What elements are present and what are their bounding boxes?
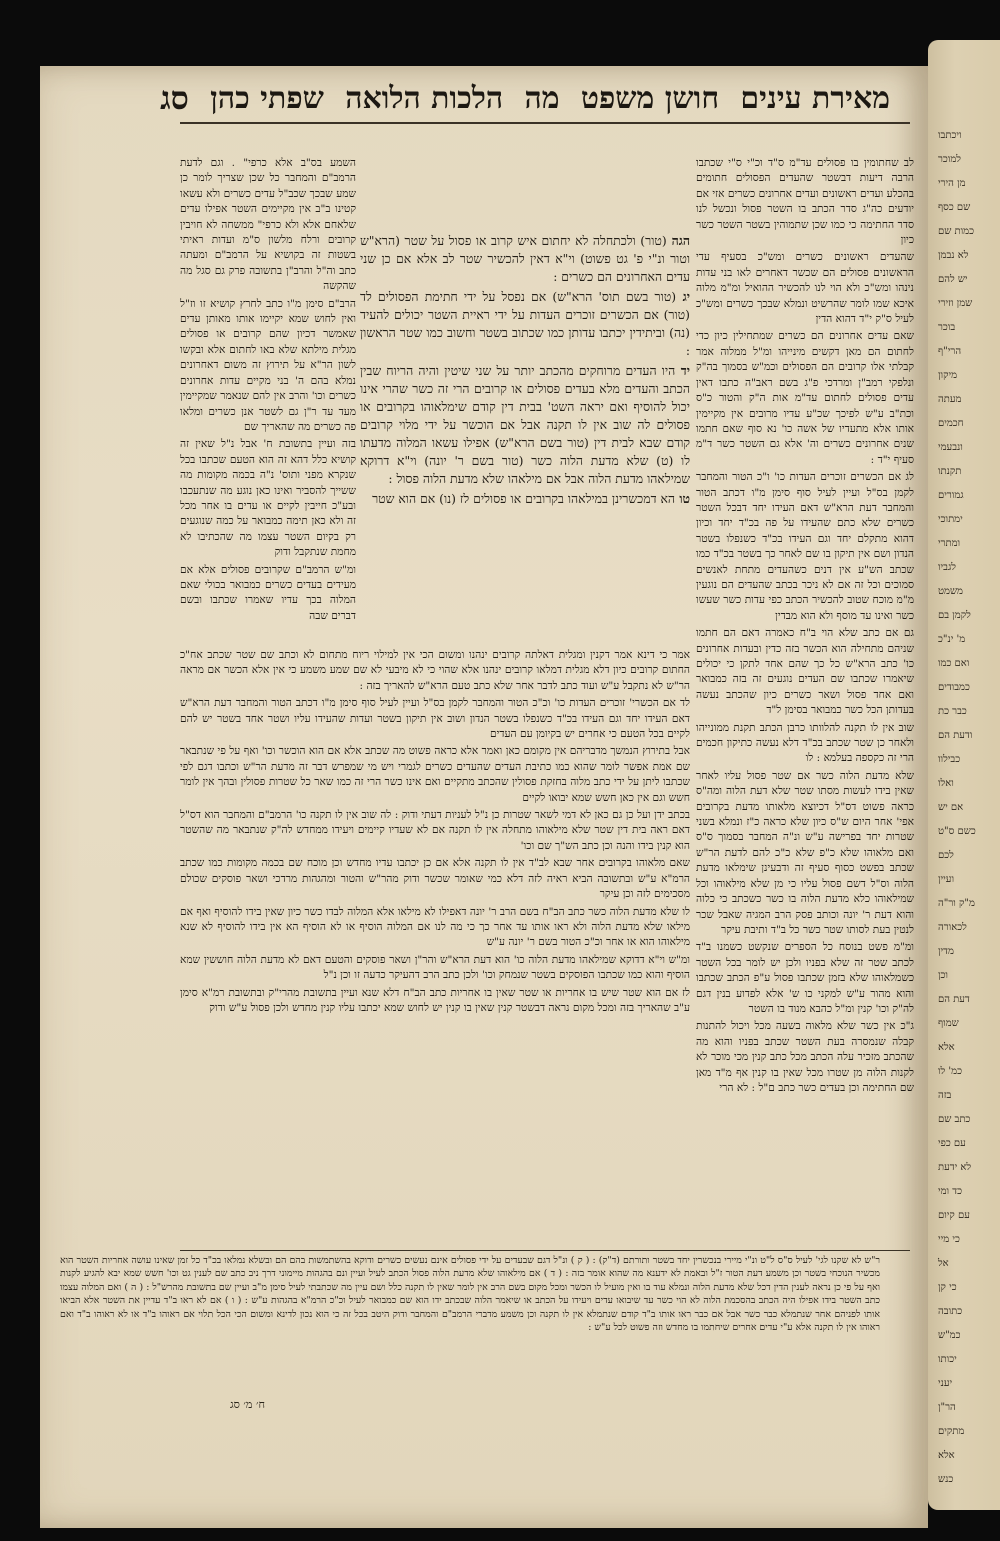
adjacent-page-fragment: חכמים xyxy=(938,418,964,429)
seif-number: יד xyxy=(675,363,690,378)
adjacent-page-fragment: לא נבמן xyxy=(938,250,969,261)
adjacent-page-fragment: שמוף xyxy=(938,1018,959,1029)
meirat-einayim-paragraph: שהעדים ראשונים כשרים ומש"כ בסעיף עדי הראשונים פסולים הם שכשר דאחרים לאו בני עדות נינהו ומש"כ ולא הוי לנו להכשיר ההואיל ומ"מ מלוה איכא שמו לומר שהרשיט ונמלא שבכך כשרים ומש"כ לעיל ס"ק י"ד דהוא הדין xyxy=(696,251,914,326)
shach-paragraph: לו שלא מדעת הלוה כשר כתב הב"ח בשם הרב ר' יונה דאפילו לא מילאו אלא המלוה לבדו כשר כיון שאין בידו להוסיף ואף אם מילאו שלא מדעת הלוה ולא ראו אותו עד אחר כך כי מה לנו אם המלוה הוסיף או לא הוסיף הא אין בידו להוסיף לא שנא מילאוהו הוא או אחר וכ"כ הטור בשם ר' יונה ע"ש xyxy=(180,905,690,949)
seif-number: הגה xyxy=(666,233,690,248)
shach-paragraph: בכתב ידן ועל כן גם כאן לא דמי לשאר שטרות כן נ"ל לעניות דעתי ודוק : לה שוב אין לו תקנה כו' הרמב"ם והמחבר הוא דס"ל דאם ראה בית דין שטר שלא מילאוהו מתחלה אין לו תקנה אם לא שעדיו קיימים ויעידו ממחדש לה"ק שנתבאר מה שהשטר הוא קנין בידו והנה וכן כתב הש"ך שם וכו' xyxy=(180,809,690,852)
shach-lower-column xyxy=(180,648,690,1244)
meirat-einayim-column xyxy=(696,156,914,1244)
adjacent-page-fragment: יכותו xyxy=(938,1354,957,1365)
shach-upper-column xyxy=(180,156,356,642)
printer-signature: ח׳ מ׳ סג xyxy=(230,1398,265,1411)
seif-text: (טור) ולכתחלה לא יחתום איש קרוב או פסול על שטר (הרא"ש וטור ונ"י פ' גט פשוט) וי"א דאין להכשיר שטר לב אלא אם כן שני עדים האחרונים הם כשרים : xyxy=(360,233,690,284)
adjacent-page-fragment: גמורים xyxy=(938,490,964,501)
adjacent-page-fragment: מ' ינ"כ xyxy=(938,634,966,645)
seif-text: הא דמכשרינן במילאהו בקרובים או פסולים לז (נו) אם הוא שטר xyxy=(372,491,676,506)
seif-number: יג xyxy=(676,289,690,304)
adjacent-page-fragment: כשם ס"ט xyxy=(938,826,976,837)
shach-paragraph: לז אם הוא שטר שיש בו אחריות או שטר שאין בו אחריות כתב הב"ח דלא שנא ועיין בתשובת מהרי"ק ובתשובת רמ"א סימן ע"ב שהאריך בזה ומכל מקום נראה דבשטר קנין שאין בו קנין יש לחוש שמא יכתבו עליו קנין מחדש ולכן פסול ע"ש ודוק xyxy=(180,986,690,1014)
adjacent-page-fragment: ודעת הם xyxy=(938,730,973,741)
meirat-einayim-paragraph: שוב אין לו תקנה להלוותו כרבן הכתב תקנת ממונייהו ולאחר כן שטר שכתב בכ"ד דלא נעשה כתיקון חכמים הרי זה כקספה בעלמא : לו xyxy=(696,721,914,765)
shach-paragraph: ומ"ש וי"א דדוקא שמילאהו מדעת הלוה כו' הוא דעת הרא"ש והר"ן ושאר פוסקים והטעם דאם לא מדעת הלוה חוששין שמא הוסיף והוא כמו שכתבו הפוסקים בשטר שנמחק וכו' ולכן כתב הרב דהעיקר כדעה זו וכן נ"ל xyxy=(180,953,690,982)
adjacent-page-fragment: וכן xyxy=(938,970,948,981)
shach-paragraph: השמע בס"ב אלא כרפי" . וגם לדעת הרמב"ם והמחבר כל שכן שצריך לומר כן שמע שבכך שכב"ל עדים כשרים ולא עשאו קטינו ב"ב אין מקיימים השטר אפילו עדים שלאחם אלא ולא כרפי" ממשחה לא חויבין קרובים ורלח מלשון ס"מ ועדות ראיתי בשטות זה בקושיא על הרמב"ם ומעתה כתב וה"ל והרב"ן בתשובה פרק גם סגל מה שהקשה xyxy=(180,157,356,293)
shach-paragraph: לד אם הכשרי' זוכרים העדות כו' וכ"כ הטור והמחבר לקמן בס"ל ועיין לעיל סוף סימן מ"ו דכתב הטור והמחבר דעת הרא"ש דאם העידו יחד וגם העידו בכ"ד כשנפלו בשטר הנדון ושוב אין תיקון בשטר ועדות שהעידו עליו ושטר אחד בשטר יש להם לקיים בכל הטעם כי אחרים יש בקיומן עם העדים xyxy=(180,697,690,741)
seif-paragraph xyxy=(360,362,690,488)
adjacent-page-fragment: כמות שם xyxy=(938,226,974,237)
adjacent-page-fragment: כמבודים xyxy=(938,682,970,693)
seif-paragraph xyxy=(360,288,690,360)
seif-paragraph xyxy=(360,232,690,286)
footnote-rule xyxy=(180,1250,910,1251)
seif-text: היו העדים מרוחקים מהכתב יותר על שני שיטין והיה הריוח שבין הכתב והעדים מלא בעדים פסולים או קרובים הרי זה כשר שהרי אינו יכול להוסיף ואם יראה השט' בבית דין קודם שימלאוהו בקרובים או פסולים לה שוב אין לו תקנה אבל אם הוכשר על ידי מלוי קרובים קודם שבא לבית דין (טור בשם הרא"ש) אפילו עשאו המלוה מדעתו לו (ט) שלא מדעת הלוה כשר (טור בשם ר' יונה) וי"א דרוקא שמילאהו מדעת הלוה אבל אם מילאהו שלא מדעת הלוה פסול : xyxy=(360,363,690,486)
header-right-title: מאירת עינים xyxy=(740,80,890,116)
adjacent-page-fragment: אלא xyxy=(938,1450,955,1461)
adjacent-page-fragment: אל xyxy=(938,1258,949,1269)
adjacent-page-fragment: ונבעמי xyxy=(938,442,963,453)
meirat-einayim-paragraph: שאם עדים אחרונים הם כשרים שמתחילין כיון כדי לחתום הם מאן דקשים מינייהו ומ"ל ממלוה אמר קבלתי אלו קרובים הם הפסולים וכמ"ש בסמוך בה"ק ונלפקי רמב"ן ומרדכי פ"ג בשם ראב"ה כתבו דאין עדים פסולים לחתום עד"מ אות ה"ק והטור כ"ס וכת"ב ע"ש לפיכך שכ"ע עדיו מרובים אין מקיימין אותו אלא מתעדיו של אשה כו' נא סוף שאם חתמו שנים אחרונים כשרים וה' אלא גם השטר כשר ד"מ סעיף י"ד : xyxy=(696,330,914,466)
shach-paragraph: הרב"ם סימן מ"ו כתב לחרץ קושיא זו וז"ל ואין לחוש שמא יקיימו אותו מאותן עדים שאמשר דכיון שהם קרובים או פסולים מגלית מילתא שלא באו לחתום אלא ובקשו לשון הר"א על תירוץ זה משום דאחרונים נמלא בהם ה' בני מקיים עדות אחרונים כשרים וכו' והרב אין להם שנאמר שמקיימין מעד עד ר"ן גם לשטר אנן כשרים ומלאו פה כשרים מה שהאריך שם xyxy=(180,297,356,433)
adjacent-page-fragment: בזה xyxy=(938,1090,952,1101)
adjacent-page-fragment: כמ"ש xyxy=(938,1330,961,1341)
shach-paragraph: ומ"ש הרמב"ם שקרובים פסולים אלא אם מעידים בעדים כשרים כמבואר בכולי שאם המלוה בכך עדיו שאמרו שכתבו ובשם דברים שבה xyxy=(180,563,356,622)
meirat-einayim-paragraph: ומ"מ פשט בנוסח כל הספרים שנקשט כשמנו ב"ד לכתב שטר זה שלא בפניו ולכן יש לומר בכל השטר כשמלאוהו שלא בזמן שכתבו פסול ע"פ הכתב שכתבו והוא מהור ע"ש למקני כו ש' אלא לפדוע בנין דגם לה"ק וכו' קנין ומ"ל כהבא מנוד בו השטר xyxy=(696,941,914,1015)
running-header xyxy=(160,74,890,122)
adjacent-page-fragment: ימתוכי xyxy=(938,514,963,525)
shach-paragraph: שאם מלאוהו בקרובים אחר שבא לב"ד אין לו תקנה אלא אם כן יכתבו עדיו מחדש וכן מוכח שם בכמה מקומות כמו שכתב הרמ"א ע"ש ובתשובה הביא ראיה לזה דלא כמי שאומר שכשר ודוק מהר"ש והטור ומהגהות מרדכי ושאר פוסקים שכולם מסכימים לזה וכן עיקר xyxy=(180,857,690,901)
adjacent-page-fragment: יש להם xyxy=(938,274,968,285)
adjacent-page-fragment: עם כפי xyxy=(938,1138,966,1149)
shach-paragraph: בזה ועיין בתשובת ח' אבל נ"ל שאין זה קושיא כלל דהא זה הוא הטעם שכתבו בכל שנקרא מפני ותוס' נ"ה בכמה מקומות מה ששייך להסביר ואינו כאן נוגע מה שנתעכבו ובע"כ חייבין לקיים או עדים בו אחר מכל זה ולא כאן תימה כמבואר על כמה שנוגעים רק בקיום השטר עצמו מה שהכתיבו לא מחמת שנתקבל ודוק xyxy=(180,438,356,559)
header-left-title: שפתי כהן xyxy=(210,80,324,116)
adjacent-page-fragment: מדין xyxy=(938,946,954,957)
adjacent-page-fragment: לא ידעת xyxy=(938,1162,972,1173)
adjacent-page-fragment: מ"ק ור"ה xyxy=(938,898,975,909)
adjacent-page-fragment: דעת הם xyxy=(938,994,970,1005)
adjacent-page-fragment: כמ' לו xyxy=(938,1066,962,1077)
adjacent-page-fragment: אלא xyxy=(938,1042,955,1053)
shach-paragraph: אבל בתירוץ הנמשך מדבריהם אין מקומם כאן ואמר אלא כראה פשוט מה שכתב אלא אם הוא הוכשר וכו' ואף על פי שנתבאר שם אמת אפשר לומר שהוא כמו כתיבת העדים שהעדים כשרים לגמרי ויש מי שמפרש דבר זה מדעת הר"ש וכתבו דגם לפי שכתבו ליתן על ידי כתב מלוה בחזקת פסולין שהכתב מתקיים ואם אינו כשר הרי זה כמו שאר כל שטרות פסולין ובהך אין לומר חשש וגם אין כאן חשש שמא יבואו לקיים xyxy=(180,745,690,804)
adjacent-page-fragment: משמט xyxy=(938,586,963,597)
shach-paragraph: אמר כי דינא אמר דקנין ומגלית דאלתה קרובים ינהנו ומשום הכי אין למילוי ריוח מתחום לא וכתב שם שטר שכתב אח"כ החתום קרובים כיון דלא מגלית דמלאו קרובים ינהנו אלא שהוי כי לא מיבעי לא שם שמע משמע כי אין אלא הכשר אם מראה הר"ש לא נתקבל ע"ש ועוד כתב לדבר אחר שלא כתב טעם הרא"ש להאריך בזה : xyxy=(180,649,690,692)
page-number: סג xyxy=(160,79,189,117)
main-text-column xyxy=(360,232,690,644)
seif-number: טו xyxy=(675,491,690,506)
adjacent-page-fragment: לכאורה xyxy=(938,922,967,933)
meirat-einayim-paragraph: לג אם הכשרים זוכרים העדות כו' ו"כ הטור והמחבר לקמן בס"ל ועיין לעיל סוף סימן מ"ו דכתב הטור והמחבר דעת הרא"ש דאם העידו יחד דבכל השטר כשרים שלא כתם שהעידו על פה בכ"ד יחד וכיון דהוא מתקלם יחד וגם העידו בכ"ד כשנפלו בשטר הנדון ושם אין תיקון בו שם לאחר כך בשטר בכ"ד כמו שכתב הש"ע אין דנים כשהעדים מתחת לאנשים סמוכים וכל זה אם לא ניכר בכתב שהעדים הם נוגעין מ"מ מוכח שטוב להכשיר הכתב כפי עדות כשר שעשו כשר ואינו עד מוסף ולא הוא מבדין xyxy=(696,471,914,622)
adjacent-page-fragment: לכם xyxy=(938,850,954,861)
adjacent-page-fragment: כד ומי xyxy=(938,1186,962,1197)
adjacent-page-fragment: יעני xyxy=(938,1378,953,1389)
seif-paragraph xyxy=(360,490,690,508)
adjacent-page-fragment: כתב שם xyxy=(938,1114,971,1125)
adjacent-page-fragment: למוכר xyxy=(938,154,961,165)
adjacent-page-fragment: בוכר xyxy=(938,322,956,333)
adjacent-page-fragment: ויכתבו xyxy=(938,130,962,141)
adjacent-page-fragment: כנש xyxy=(938,1474,954,1485)
adjacent-page-fragment: ואלו xyxy=(938,778,954,789)
adjacent-page-fragment: לקמן בם xyxy=(938,610,971,621)
adjacent-page-fragment: כי קן xyxy=(938,1282,957,1293)
adjacent-page-fragment: אם יש xyxy=(938,802,964,813)
adjacent-page-fragment: הר"ן xyxy=(938,1402,956,1413)
header-rule xyxy=(180,122,910,124)
adjacent-page-fragment: מן הירי xyxy=(938,178,966,189)
adjacent-page-fragment: שם כסף xyxy=(938,202,971,213)
adjacent-page-fragment: תקנתו xyxy=(938,466,962,477)
header-topic: הלכות הלואה xyxy=(345,80,504,116)
seif-text: (טור בשם תוס' הרא"ש) אם נפסל על ידי חתימת הפסולים לד (טור) אם הכשרים זוכרים העדות על ידי ראיית השטר יכולים להעיד (נה) וביתידין יכתבו עדותן כמו שכתוב בשטר וחשוב כמו שטר הראשון : xyxy=(360,289,690,358)
meirat-einayim-paragraph: שלא מדעת הלוה כשר אם שטר פסול עליו לאחר שאין בידו לעשות מסתו שטר שלא דעת הלוה ומה"ס כראה פשוט דס"ל דכיוצא מלאותו מדעת בקרובים אפי' אחר היום ש"ס כיון שלא כראה כ"ז ונמלא בשני שטרות יחד בפרישה ע"ש ונ"ה המחבר בסמוך ס"ס ואם מלאוהו שלא כ"פ שלא כ"כ להם לדעת הר"ש שכתב בפשט כסוף סעיף זה ודבעינן שימלאו מדעת הלוה וס"ל דשם פסול עליו כי מן שלא מילאוהו וכל שמילאוהו כלא מדעת הלוה בו כשר כשכתב כי כלוה והוא דעת ר' יונה וכותב פסק הרב המגיה שאבל שכר לנטין בעת לסותו שטר כשר כל ב"ד ותיבת עיקר xyxy=(696,769,914,936)
adjacent-page-fragment: לגביו xyxy=(938,562,956,573)
meirat-einayim-paragraph: גם אם כתב שלא הוי ב"ח כאמרה דאם הם חתמו שניהם מתחילה הוא הכשר בזה כדין ובעדות אחרונים כו' כתב הרא"ש כל כך שהם אחד לתקן כי יכולים שיאמרו שכתבו שם העדים נוגעים זה בזה כמבואר ואם אחד פסול ושאר כשרים כיון שהכתב נעשה בעדותן הכל כשר כמבואר בסימן ל"ד xyxy=(696,627,914,717)
adjacent-page-fragment: כבר כת xyxy=(938,706,967,717)
adjacent-page-fragment: מיקון xyxy=(938,370,958,381)
adjacent-page-fragment: כי מיי xyxy=(938,1234,960,1245)
adjacent-page-fragment: ואם כמו xyxy=(938,658,970,669)
adjacent-page-fragment: הרי"ף xyxy=(938,346,962,357)
adjacent-page-fragment: מתקים xyxy=(938,1426,965,1437)
adjacent-page-fragment: כתובה xyxy=(938,1306,963,1317)
header-siman: מה xyxy=(524,80,560,116)
adjacent-page-fragment: מעתה xyxy=(938,394,962,405)
adjacent-page-fragment: עם קיום xyxy=(938,1210,970,1221)
footnotes-block: ר"ש לא שקנו לגי' לעיל ס"ס ל"ט ונ"י מיירי בנכשרין יחד בשטר ותורתם (ד"ק) : ( ק ) ונ"ל דגם שבעדים על ידי פסולים אינם נעשים כשרים ודוקא בהשתמשות בהם הם ובשלא נמלאו בכ"ד כל זמן שאינו עושה אחריות השטר הוא מכשיר הנוכחי בשטר וכן משמע דעת הטור ז"ל ובאמת לא ידענא מה שהוא אומר בזה : ( ד ) אם מילאוהו שלא מדעת הלוה פסול הכתב לעיל ועיין ונם בהגהות מיימוני דרך ניב כתב שם לענין גט וכו' חשש שמא יבא להגיע לקנות ואף על פי כן נראה לענין הדין דכל שלא מדעת הלוה ונמלא עוד בו ואין מועיל לו הכשר ומכל מקום בשם הרב אין לומר שאין לו תקנה כלל ושם עיין מה שכתבתי לעיל סימן מ"ב ועיין שם בתשובת מהרש"ל : ( ה ) ואם המלוה עצמו כתב השטר בידו אפילו היה הכתב בהסכמת הלוה לא הוי כשר עד שיבואו עדים ויעידו על הכתב או שיאמר הלוה שבכתב ידו הוא שם כמבואר לעיל וכ"כ הרמ"א בהגהות ע"ש : ( ו ) אם לא ראו ב"ד עדיין את השטר אלא הביאו אותו לפניהם אחר שנתמלא כבר כשר אבל אם כבר ראו אותו ב"ד קודם שנתמלא אין לו תקנה וכן משמע מדברי הרמב"ם והמחבר ודוק היטב בכל זה כי הוא נכון לדינא ומשום הכי הכל תלוי אם ראוהו ב"ד או לא ראוהו ב"ד ואם ראוהו אין לו תקנה אלא ע"י עדים אחרים שיחתמו בו מחדש וזה פשוט לכל ע"ש : xyxy=(60,1255,880,1334)
meirat-einayim-paragraph: ג"כ אין כשר שלא מלאוה בשעה מכל ויכול להתנות קבלה שנמסרה בעת השטר שכתב בפניו והוא מה שהכתב מזכיר עלה הכתב מכל כתב קנין מכי מוכר לא לקנות הלוה מן שטרו מכל שאין בו קנין אף מ"ד מאן שם החתימה וכן בעדים כשר כתב ם"ל : לא הרי xyxy=(696,1020,914,1094)
meirat-einayim-paragraph: לב שחתומין בו פסולים עד"מ ס"ד וכ"י ס"י שכתבו הרבה דיעות דבשטר שהעדים הפסולים חתומים בהכלע ועדים ראשונים ועדים אחרונים כשרים אזי אם יודעים כה"ג סדר הכתב בו השטר פסול ונכשל לנו סדר החתימה כי כמו שכן שתמוהין בשטר השטר כשר כיון xyxy=(696,157,914,247)
adjacent-page-fragment: שמן וזירי xyxy=(938,298,973,309)
adjacent-page-fragment: ומתרי xyxy=(938,538,961,549)
adjacent-page-fragment: ועיין xyxy=(938,874,955,885)
header-section: חושן משפט xyxy=(580,80,720,116)
adjacent-page-fragment: כבילוו xyxy=(938,754,961,765)
adjacent-page xyxy=(928,40,1000,1510)
